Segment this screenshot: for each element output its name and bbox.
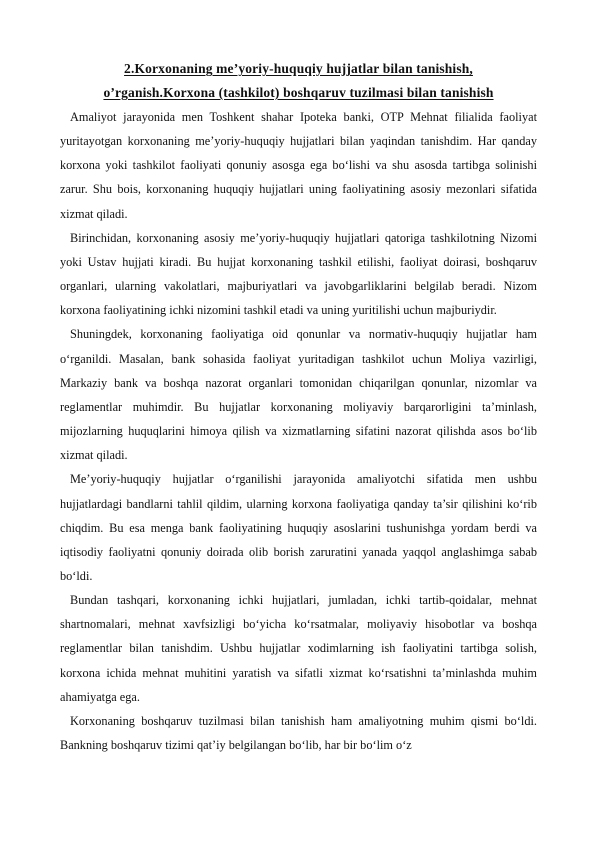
document-page: [60, 57, 537, 757]
section-heading-line-2: o’rganish.Korxona (tashkilot) boshqaruv tuzilmasi bilan tanishish: [103, 85, 494, 100]
paragraph-4: Me’yoriy-huquqiy hujjatlar o‘rganilishi jarayonida amaliyotchi sifatida men ushbu hujjatlardagi bandlarni tahlil qildim, ularning korxona faoliyatiga qanday ta’sir qilishini ko‘rib chiqdim. Bu esa menga bank faoliyatining huquqiy asoslarini tushunishga yordam berdi va iqtisodiy faoliyatni qonuniy doirada olib borish zaruratini yanada yaqqol anglashimga sabab bo‘ldi.: [60, 472, 537, 583]
paragraph-6: Korxonaning boshqaruv tuzilmasi bilan tanishish ham amaliyotning muhim qismi bo‘ldi. Bankning boshqaruv tizimi qat’iy belgilangan bo‘lib, har bir bo‘lim o‘z: [60, 713, 537, 753]
paragraph-2: Birinchidan, korxonaning asosiy me’yoriy-huquqiy hujjatlari qatoriga tashkilotning Nizomi yoki Ustav hujjati kiradi. Bu hujjat korxonaning tashkil etilishi, faoliyat doirasi, boshqaruv organlari, ularning vakolatlari, majburiyatlari va javobgarliklarini belgilab beradi. Nizom korxona faoliyatining ichki nizomini tashkil etadi va uning yuritilishi uchun majburiydir.: [60, 230, 537, 318]
paragraph-1: Amaliyot jarayonida men Toshkent shahar Ipoteka banki, OTP Mehnat filialida faoliyat yuritayotgan korxonaning me’yoriy-huquqiy hujjatlari bilan yaqindan tanishdim. Har qanday korxona yoki tashkilot faoliyati qonuniy asosga ega bo‘lishi va shu asosda tartibga solinishi zarur. Shu bois, korxonaning huquqiy hujjatlari uning faoliyatining asosiy mezonlari sifatida xizmat qiladi.: [60, 110, 537, 221]
section-heading: [60, 57, 537, 105]
paragraph-3: Shuningdek, korxonaning faoliyatiga oid qonunlar va normativ-huquqiy hujjatlar ham o‘rganildi. Masalan, bank sohasida faoliyat yuritadigan tashkilot uchun Moliya vazirligi, Markaziy bank va boshqa nazorat organlari tomonidan chiqarilgan qonunlar, nizomlar va reglamentlar muhimdir. Bu hujjatlar korxonaning moliyaviy barqarorligini ta’minlash, mijozlarning huquqlarini himoya qilish va xizmatlarning sifatini nazorat qilishda asos bo‘lib xizmat qiladi.: [60, 327, 537, 463]
paragraph-5: Bundan tashqari, korxonaning ichki hujjatlari, jumladan, ichki tartib-qoidalar, mehnat shartnomalari, mehnat xavfsizligi bo‘yicha ko‘rsatmalar, moliyaviy hisobotlar va boshqa reglamentlar bilan tanishdim. Ushbu hujjatlar xodimlarning ish faoliyatini tartibga solish, korxona ichida mehnat muhitini yaratish va sifatli xizmat ko‘rsatishni ta’minlashda muhim ahamiyatga ega.: [60, 593, 537, 704]
section-heading-line-1: 2.Korxonaning me’yoriy-huquqiy hujjatlar bilan tanishish,: [124, 61, 473, 76]
